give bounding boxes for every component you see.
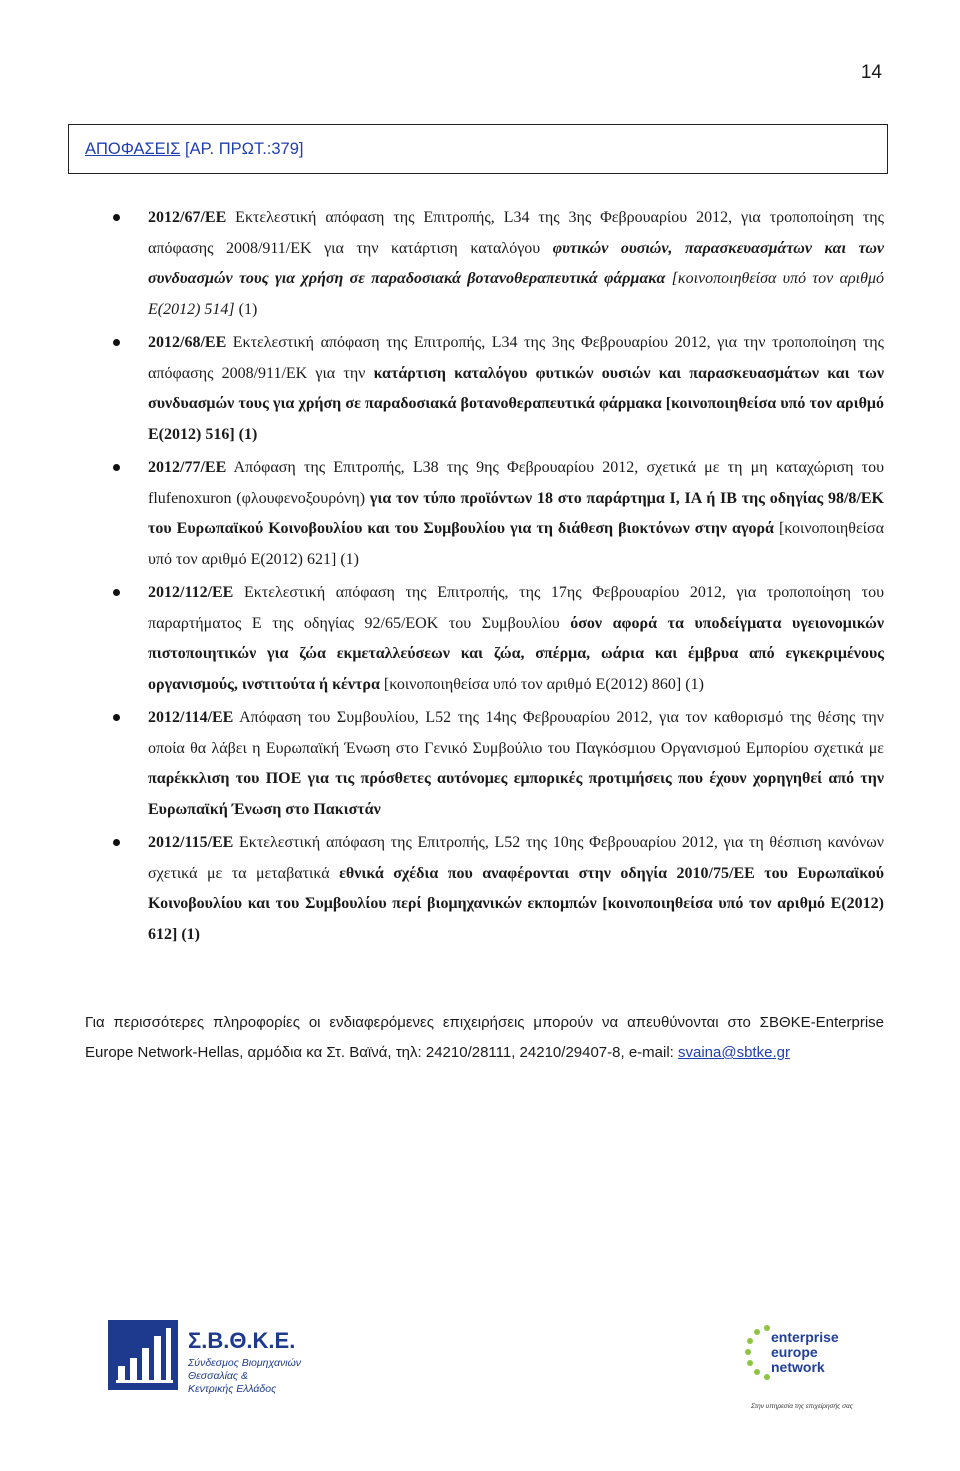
decision-number: 2012/68/ΕΕ [148, 334, 227, 351]
decision-item [148, 453, 884, 575]
decision-text: Εκτελεστική απόφαση της Επιτροπής, L34 της 3ης Φεβρουαρίου 2012, για τροποποίηση της απόφασης 2008/911/ΕΚ για την κατάρτιση καταλόγου [148, 209, 884, 257]
decision-text: όσον αφορά τα υποδείγματα υγειονομικών πιστοποιητικών για ζώα εκμεταλλεύσεων και ζώα, σπέρμα, ωάρια και έμβρυα από εγκεκριμένους οργανισμούς, ινστιτούτα ή κέντρα [148, 614, 884, 693]
een-line2: europe [771, 1344, 818, 1360]
page-number: 14 [860, 62, 882, 83]
decision-item [148, 828, 884, 950]
een-line3: network [771, 1359, 825, 1375]
decision-item [148, 578, 884, 700]
sbthke-line1: Σύνδεσμος Βιομηχανιών [188, 1357, 302, 1369]
een-logo [745, 1322, 865, 1412]
decision-number: 2012/112/ΕΕ [148, 584, 234, 601]
decision-text: για τον τύπο προϊόντων 18 στο παράρτημα I, IA ή IB της οδηγίας 98/8/ΕΚ του Ευρωπαϊκού Κοινοβουλίου και του Συμβουλίου για τη διάθεση βιοκτόνων στην αγορά [148, 489, 884, 537]
decision-number: 2012/67/ΕΕ [148, 209, 227, 226]
decision-text: Εκτελεστική απόφαση της Επιτροπής, της 17ης Φεβρουαρίου 2012, για τροποποίηση του παραρτήματος Ε της οδηγίας 92/65/ΕΟΚ του Συμβουλίου [148, 584, 884, 632]
decision-text: Απόφαση της Επιτροπής, L38 της 9ης Φεβρουαρίου 2012, σχετικά με τη μη καταχώριση του flufenoxuron (φλουφενοξουρόνη) [148, 459, 884, 507]
sbthke-logo [108, 1318, 328, 1398]
decision-text: Εκτελεστική απόφαση της Επιτροπής, L34 της 3ης Φεβρουαρίου 2012, για την τροποποίηση της απόφασης 2008/911/ΕΚ για την [148, 334, 884, 382]
decision-text: Απόφαση του Συμβουλίου, L52 της 14ης Φεβρουαρίου 2012, για τον καθορισμό της θέσης την οποία θα λάβει η Ευρωπαϊκή Ένωση στο Γενικό Συμβούλιο του Παγκόσμιου Οργανισμού Εμπορίου σχετικά με [148, 709, 884, 757]
decision-number: 2012/115/ΕΕ [148, 834, 234, 851]
decision-text: [κοινοποιηθείσα υπό τον αριθμό Ε(2012) 621] (1) [148, 520, 884, 568]
decision-item [148, 203, 884, 325]
decision-text: Εκτελεστική απόφαση της Επιτροπής, L52 της 10ης Φεβρουαρίου 2012, για τη θέσπιση κανόνων σχετικά με τα μεταβατικά [148, 834, 884, 882]
contact-info [85, 1008, 884, 1068]
een-tagline: Στην υπηρεσία της επιχείρησής σας [751, 1403, 853, 1410]
sbthke-line2: Θεσσαλίας & [188, 1370, 248, 1382]
decision-number: 2012/77/ΕΕ [148, 459, 227, 476]
sbthke-acronym: Σ.Β.Θ.Κ.Ε. [188, 1328, 296, 1353]
decisions-link[interactable]: ΑΠΟΦΑΣΕΙΣ [85, 140, 181, 158]
decision-text: [κοινοποιηθείσα υπό τον αριθμό Ε(2012) 514] [148, 270, 885, 318]
decision-text: φυτικών ουσιών, παρασκευασμάτων και των συνδυασμών τους για χρήση σε παραδοσιακά βοτανοθεραπευτικά φάρμακα [148, 239, 885, 287]
decision-item [148, 328, 884, 450]
decision-text: [κοινοποιηθείσα υπό τον αριθμό Ε(2012) 860] (1) [379, 675, 704, 693]
contact-text: Για περισσότερες πληροφορίες οι ενδιαφερόμενες επιχειρήσεις μπορούν να απευθύνονται στο ΣΒΘΚΕ-Enterprise Europe Network-Hellas, αρμόδια κα Στ. Βαϊνά, τηλ: 24210/28111, 24210/29407-8, e-mail: [85, 1014, 884, 1061]
decisions-list [148, 203, 884, 953]
decisions-header [68, 124, 888, 174]
decision-item [148, 703, 884, 825]
protocol-number: [ΑΡ. ΠΡΩΤ.:379] [180, 140, 304, 158]
decision-text: παρέκκλιση του ΠΟΕ για τις πρόσθετες αυτόνομες εμπορικές προτιμήσεις που έχουν χορηγηθεί από την Ευρωπαϊκή Ένωση στο Πακιστάν [148, 770, 884, 818]
een-stars-icon [745, 1325, 770, 1380]
decision-number: 2012/114/ΕΕ [148, 709, 234, 726]
email-link[interactable]: svaina@sbtke.gr [678, 1044, 790, 1061]
decision-text: εθνικά σχέδια που αναφέρονται στην οδηγία 2010/75/ΕΕ του Ευρωπαϊκού Κοινοβουλίου και του Συμβουλίου περί βιομηχανικών εκπομπών [κοινοποιηθείσα υπό τον αριθμό Ε(2012) 612] (1) [148, 864, 884, 943]
decision-text: (1) [234, 300, 258, 318]
sbthke-line3: Κεντρικής Ελλάδος [188, 1383, 277, 1395]
decision-text: κατάρτιση καταλόγου φυτικών ουσιών και παρασκευασμάτων και των συνδυασμών τους για χρήση σε παραδοσιακά βοτανοθεραπευτικά φάρμακα [κοινοποιηθείσα υπό τον αριθμό Ε(2012) 516] (1) [148, 364, 884, 443]
een-line1: enterprise [771, 1329, 839, 1345]
